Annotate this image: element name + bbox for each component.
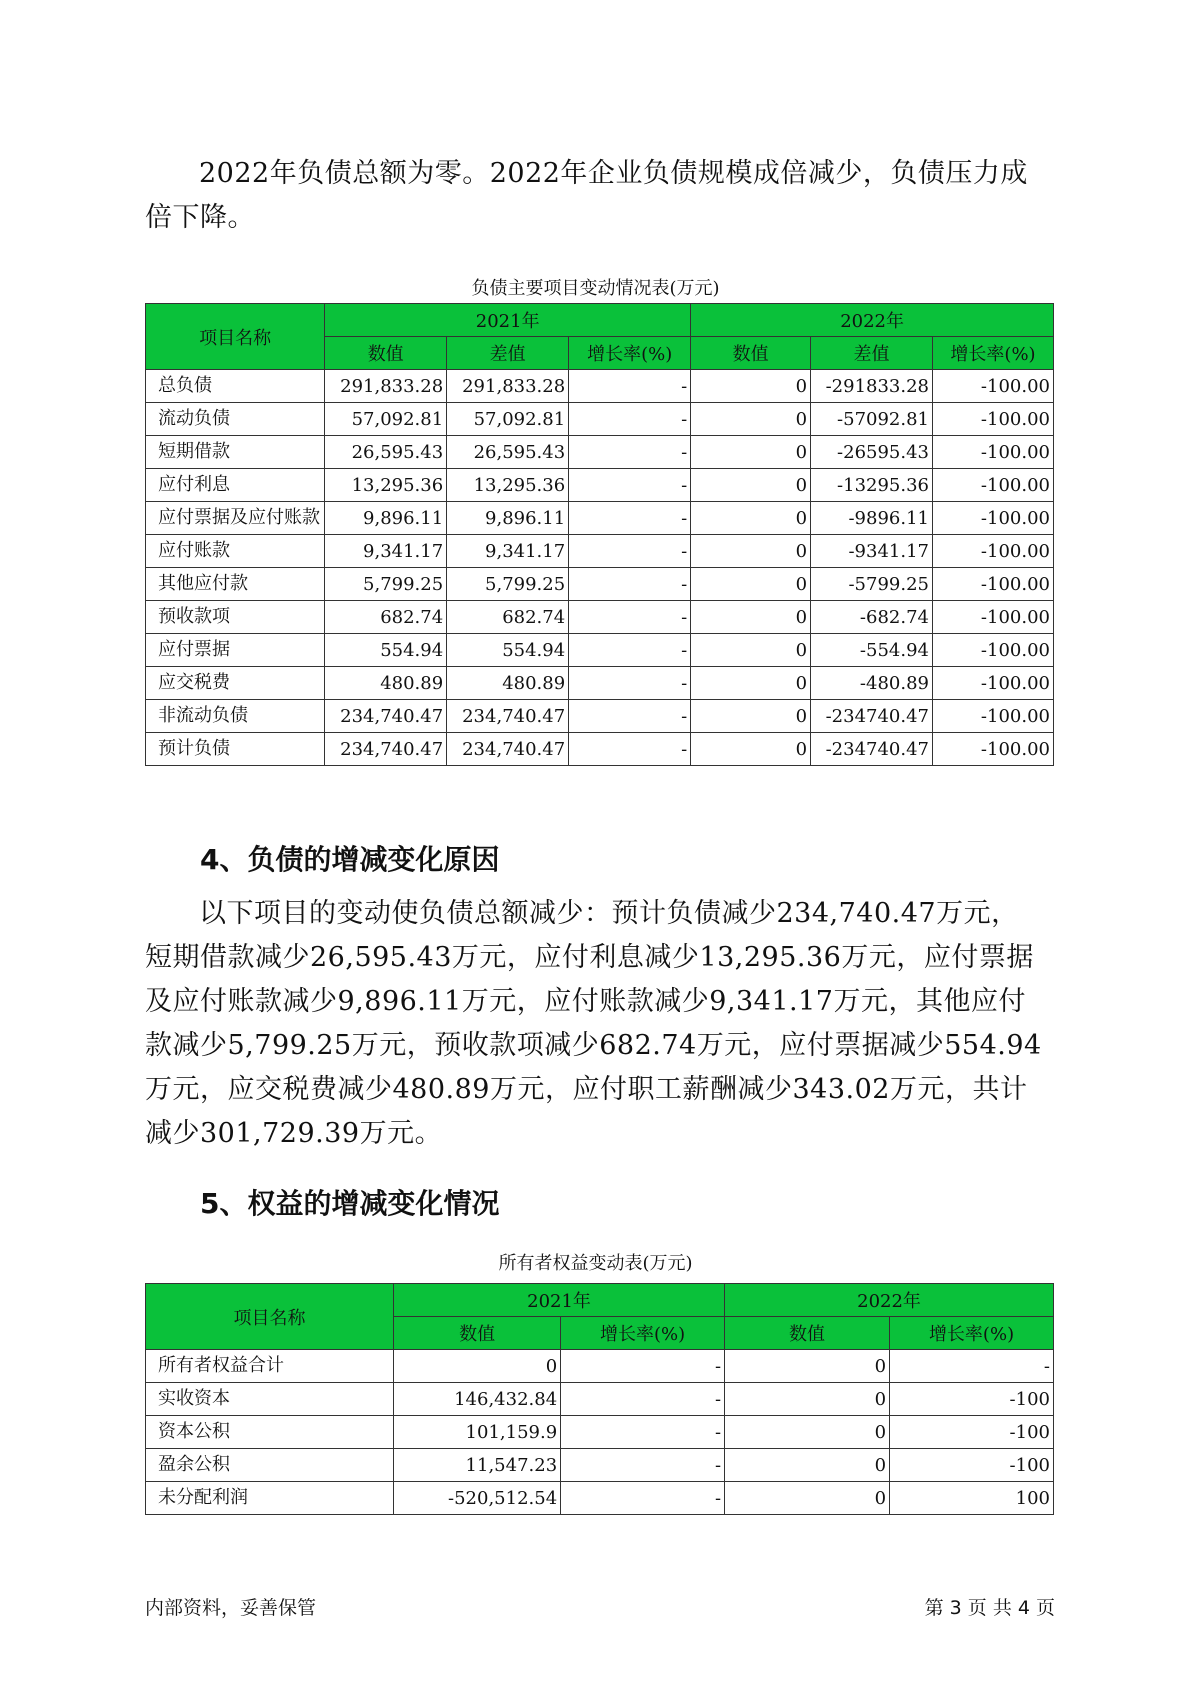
diff-2021-cell: 57,092.81 xyxy=(447,403,569,436)
diff-2021-cell: 5,799.25 xyxy=(447,568,569,601)
growth-2022-cell: -100.00 xyxy=(933,634,1054,667)
row-item-name: 短期借款 xyxy=(146,436,325,469)
row-item-name: 应付利息 xyxy=(146,469,325,502)
table-row xyxy=(146,1383,1054,1416)
value-2021-cell: 234,740.47 xyxy=(325,733,447,766)
diff-2021-cell: 234,740.47 xyxy=(447,733,569,766)
row-item-name: 应付票据及应付账款 xyxy=(146,502,325,535)
section5-heading: 5、权益的增减变化情况 xyxy=(200,1187,500,1220)
value-2021-cell: 13,295.36 xyxy=(325,469,447,502)
row-item-name: 预收款项 xyxy=(146,601,325,634)
table-row xyxy=(146,601,1054,634)
equity-table-body xyxy=(146,1350,1054,1515)
row-item-name: 应交税费 xyxy=(146,667,325,700)
growth-2022-cell: -100.00 xyxy=(933,700,1054,733)
row-item-name: 流动负债 xyxy=(146,403,325,436)
equity-table-caption: 所有者权益变动表(万元) xyxy=(498,1253,693,1274)
diff-2022-cell: -13295.36 xyxy=(811,469,933,502)
value-2022-cell: 0 xyxy=(725,1482,890,1515)
header-item-name: 项目名称 xyxy=(146,304,325,370)
value-2022-cell: 0 xyxy=(691,436,811,469)
diff-2022-cell: -480.89 xyxy=(811,667,933,700)
diff-2021-cell: 554.94 xyxy=(447,634,569,667)
growth-2022-cell: -100.00 xyxy=(933,469,1054,502)
row-item-name: 预计负债 xyxy=(146,733,325,766)
footer-confidential-note: 内部资料，妥善保管 xyxy=(145,1597,317,1619)
value-2022-cell: 0 xyxy=(691,469,811,502)
header-value-2021: 数值 xyxy=(325,337,447,370)
value-2021-cell: 682.74 xyxy=(325,601,447,634)
row-item-name: 资本公积 xyxy=(146,1416,394,1449)
growth-2022-cell: - xyxy=(890,1350,1054,1383)
equity-header-year-2021: 2021年 xyxy=(394,1284,725,1317)
growth-2022-cell: 100 xyxy=(890,1482,1054,1515)
diff-2021-cell: 682.74 xyxy=(447,601,569,634)
liability-table xyxy=(145,303,1054,766)
growth-2021-cell: - xyxy=(569,601,691,634)
growth-2022-cell: -100.00 xyxy=(933,502,1054,535)
value-2022-cell: 0 xyxy=(691,667,811,700)
header-growth-2021: 增长率(%) xyxy=(569,337,691,370)
diff-2022-cell: -682.74 xyxy=(811,601,933,634)
table-row xyxy=(146,1449,1054,1482)
row-item-name: 应付账款 xyxy=(146,535,325,568)
growth-2021-cell: - xyxy=(569,667,691,700)
growth-2021-cell: - xyxy=(569,403,691,436)
section4-paragraph: 以下项目的变动使负债总额减少：预计负债减少234,740.47万元，短期借款减少26,595.43万元，应付利息减少13,295.36万元，应付票据及应付账款减少9,896.11万元，应付账款减少9,341.17万元，其他应付款减少5,799.25万元，预收款项减少682.74万元，应付票据减少554.94万元，应交税费减少480.89万元，应付职工薪酬减少343.02万元，共计减少301,729.39万元。 xyxy=(145,898,1042,1149)
diff-2022-cell: -9341.17 xyxy=(811,535,933,568)
growth-2021-cell: - xyxy=(569,370,691,403)
diff-2022-cell: -291833.28 xyxy=(811,370,933,403)
growth-2021-cell: - xyxy=(561,1416,725,1449)
growth-2021-cell: - xyxy=(561,1482,725,1515)
value-2022-cell: 0 xyxy=(691,634,811,667)
diff-2022-cell: -57092.81 xyxy=(811,403,933,436)
row-item-name: 实收资本 xyxy=(146,1383,394,1416)
value-2022-cell: 0 xyxy=(691,733,811,766)
table-row xyxy=(146,568,1054,601)
growth-2022-cell: -100.00 xyxy=(933,436,1054,469)
growth-2021-cell: - xyxy=(569,436,691,469)
table-row xyxy=(146,700,1054,733)
growth-2021-cell: - xyxy=(569,502,691,535)
value-2021-cell: 5,799.25 xyxy=(325,568,447,601)
header-year-2022: 2022年 xyxy=(691,304,1054,337)
diff-2022-cell: -9896.11 xyxy=(811,502,933,535)
value-2021-cell: 11,547.23 xyxy=(394,1449,561,1482)
equity-header-growth-2021: 增长率(%) xyxy=(561,1317,725,1350)
table-row xyxy=(146,634,1054,667)
table-row xyxy=(146,1416,1054,1449)
equity-header-year-2022: 2022年 xyxy=(725,1284,1054,1317)
table-row xyxy=(146,436,1054,469)
growth-2022-cell: -100 xyxy=(890,1416,1054,1449)
growth-2021-cell: - xyxy=(569,469,691,502)
diff-2022-cell: -234740.47 xyxy=(811,700,933,733)
row-item-name: 所有者权益合计 xyxy=(146,1350,394,1383)
diff-2021-cell: 13,295.36 xyxy=(447,469,569,502)
row-item-name: 盈余公积 xyxy=(146,1449,394,1482)
equity-header-item-name: 项目名称 xyxy=(146,1284,394,1350)
growth-2022-cell: -100.00 xyxy=(933,667,1054,700)
value-2021-cell: 9,341.17 xyxy=(325,535,447,568)
table-row xyxy=(146,469,1054,502)
diff-2022-cell: -554.94 xyxy=(811,634,933,667)
value-2021-cell: 554.94 xyxy=(325,634,447,667)
diff-2021-cell: 291,833.28 xyxy=(447,370,569,403)
value-2022-cell: 0 xyxy=(725,1416,890,1449)
header-growth-2022: 增长率(%) xyxy=(933,337,1054,370)
growth-2022-cell: -100.00 xyxy=(933,370,1054,403)
value-2022-cell: 0 xyxy=(725,1350,890,1383)
value-2022-cell: 0 xyxy=(725,1383,890,1416)
value-2021-cell: -520,512.54 xyxy=(394,1482,561,1515)
value-2021-cell: 9,896.11 xyxy=(325,502,447,535)
value-2021-cell: 480.89 xyxy=(325,667,447,700)
value-2021-cell: 101,159.9 xyxy=(394,1416,561,1449)
growth-2021-cell: - xyxy=(561,1449,725,1482)
diff-2021-cell: 9,341.17 xyxy=(447,535,569,568)
header-diff-2022: 差值 xyxy=(811,337,933,370)
growth-2021-cell: - xyxy=(561,1383,725,1416)
growth-2022-cell: -100.00 xyxy=(933,403,1054,436)
table-row xyxy=(146,733,1054,766)
equity-table xyxy=(145,1283,1054,1515)
growth-2022-cell: -100 xyxy=(890,1449,1054,1482)
row-item-name: 总负债 xyxy=(146,370,325,403)
liability-table-body xyxy=(146,370,1054,766)
value-2021-cell: 291,833.28 xyxy=(325,370,447,403)
table-row xyxy=(146,1482,1054,1515)
growth-2021-cell: - xyxy=(569,568,691,601)
growth-2022-cell: -100 xyxy=(890,1383,1054,1416)
diff-2021-cell: 26,595.43 xyxy=(447,436,569,469)
table-row xyxy=(146,403,1054,436)
growth-2021-cell: - xyxy=(569,634,691,667)
value-2022-cell: 0 xyxy=(725,1449,890,1482)
equity-header-value-2021: 数值 xyxy=(394,1317,561,1350)
growth-2022-cell: -100.00 xyxy=(933,733,1054,766)
table-row xyxy=(146,535,1054,568)
diff-2021-cell: 480.89 xyxy=(447,667,569,700)
section4-heading: 4、负债的增减变化原因 xyxy=(200,843,500,876)
value-2022-cell: 0 xyxy=(691,370,811,403)
header-diff-2021: 差值 xyxy=(447,337,569,370)
value-2022-cell: 0 xyxy=(691,502,811,535)
header-value-2022: 数值 xyxy=(691,337,811,370)
growth-2022-cell: -100.00 xyxy=(933,568,1054,601)
table-row xyxy=(146,1350,1054,1383)
diff-2022-cell: -234740.47 xyxy=(811,733,933,766)
diff-2021-cell: 9,896.11 xyxy=(447,502,569,535)
value-2022-cell: 0 xyxy=(691,601,811,634)
table-row xyxy=(146,667,1054,700)
growth-2021-cell: - xyxy=(569,733,691,766)
liability-table-caption: 负债主要项目变动情况表(万元) xyxy=(471,278,720,299)
value-2021-cell: 234,740.47 xyxy=(325,700,447,733)
row-item-name: 未分配利润 xyxy=(146,1482,394,1515)
value-2022-cell: 0 xyxy=(691,535,811,568)
diff-2022-cell: -26595.43 xyxy=(811,436,933,469)
diff-2021-cell: 234,740.47 xyxy=(447,700,569,733)
equity-header-growth-2022: 增长率(%) xyxy=(890,1317,1054,1350)
value-2021-cell: 26,595.43 xyxy=(325,436,447,469)
row-item-name: 非流动负债 xyxy=(146,700,325,733)
value-2022-cell: 0 xyxy=(691,568,811,601)
growth-2021-cell: - xyxy=(569,700,691,733)
value-2021-cell: 146,432.84 xyxy=(394,1383,561,1416)
row-item-name: 应付票据 xyxy=(146,634,325,667)
value-2022-cell: 0 xyxy=(691,403,811,436)
growth-2021-cell: - xyxy=(561,1350,725,1383)
growth-2021-cell: - xyxy=(569,535,691,568)
table-row xyxy=(146,502,1054,535)
diff-2022-cell: -5799.25 xyxy=(811,568,933,601)
value-2021-cell: 57,092.81 xyxy=(325,403,447,436)
table-row xyxy=(146,370,1054,403)
header-year-2021: 2021年 xyxy=(325,304,691,337)
intro-paragraph: 2022年负债总额为零。2022年企业负债规模成倍减少，负债压力成倍下降。 xyxy=(145,158,1028,233)
value-2021-cell: 0 xyxy=(394,1350,561,1383)
growth-2022-cell: -100.00 xyxy=(933,535,1054,568)
row-item-name: 其他应付款 xyxy=(146,568,325,601)
value-2022-cell: 0 xyxy=(691,700,811,733)
equity-header-value-2022: 数值 xyxy=(725,1317,890,1350)
footer-page-number: 第 3 页 共 4 页 xyxy=(924,1597,1055,1619)
growth-2022-cell: -100.00 xyxy=(933,601,1054,634)
